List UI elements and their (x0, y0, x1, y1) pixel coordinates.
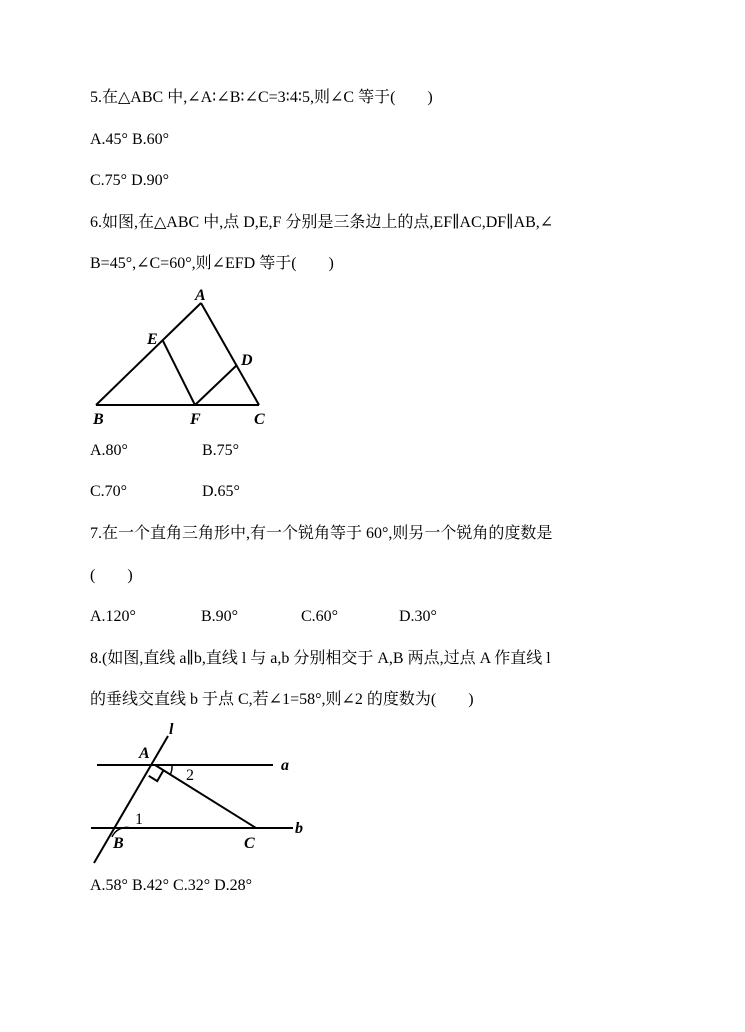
q7-option-b: B.90° (201, 608, 239, 625)
q5-options-line1: A.45° B.60° (90, 131, 170, 148)
q6-stem-line1: 6.如图,在△ABC 中,点 D,E,F 分别是三条边上的点,EF∥AC,DF∥AB,∠ (90, 214, 554, 231)
q6-stem-line2: B=45°,∠C=60°,则∠EFD 等于( ) (90, 255, 334, 272)
label-c-point: C (244, 835, 255, 852)
angle-2-arc (170, 765, 172, 775)
q8-stem-line1: 8.(如图,直线 a∥b,直线 l 与 a,b 分别相交于 A,B 两点,过点 A 作直线 l (90, 650, 551, 667)
segment-df (195, 365, 237, 405)
q7-option-c: C.60° (301, 608, 339, 625)
side-ac (201, 303, 259, 405)
label-b: B (93, 411, 104, 428)
q6-option-a: A.80° (90, 442, 128, 459)
label-line-a: a (281, 757, 289, 774)
label-line-b: b (295, 820, 303, 837)
label-b-point: B (113, 835, 124, 852)
angle-1-arc (112, 827, 131, 837)
line-l (94, 736, 168, 863)
q7-option-a: A.120° (90, 608, 136, 625)
label-d: D (241, 352, 253, 369)
q7-option-d: D.30° (399, 608, 437, 625)
q6-option-c: C.70° (90, 483, 128, 500)
q7-stem-line1: 7.在一个直角三角形中,有一个锐角等于 60°,则另一个锐角的度数是 (90, 525, 553, 542)
q8-stem-line2: 的垂线交直线 b 于点 C,若∠1=58°,则∠2 的度数为( ) (90, 691, 474, 708)
q6-option-b: B.75° (202, 442, 240, 459)
q7-stem-line2: ( ) (90, 567, 133, 584)
segment-ac (155, 765, 256, 828)
label-l: l (169, 721, 174, 738)
label-e: E (147, 331, 158, 348)
label-f: F (190, 411, 201, 428)
q8-options: A.58° B.42° C.32° D.28° (90, 877, 253, 894)
label-angle-2: 2 (186, 767, 194, 784)
right-angle-mark (149, 770, 164, 781)
label-angle-1: 1 (135, 811, 143, 828)
q6-option-d: D.65° (202, 483, 240, 500)
segment-ef (163, 341, 195, 405)
q5-options-line2: C.75° D.90° (90, 172, 170, 189)
side-ab (96, 303, 201, 405)
label-a: A (195, 287, 206, 304)
q5-stem: 5.在△ABC 中,∠A∶∠B∶∠C=3∶4∶5,则∠C 等于( ) (90, 89, 433, 106)
label-c: C (254, 411, 265, 428)
label-a-point: A (139, 745, 150, 762)
